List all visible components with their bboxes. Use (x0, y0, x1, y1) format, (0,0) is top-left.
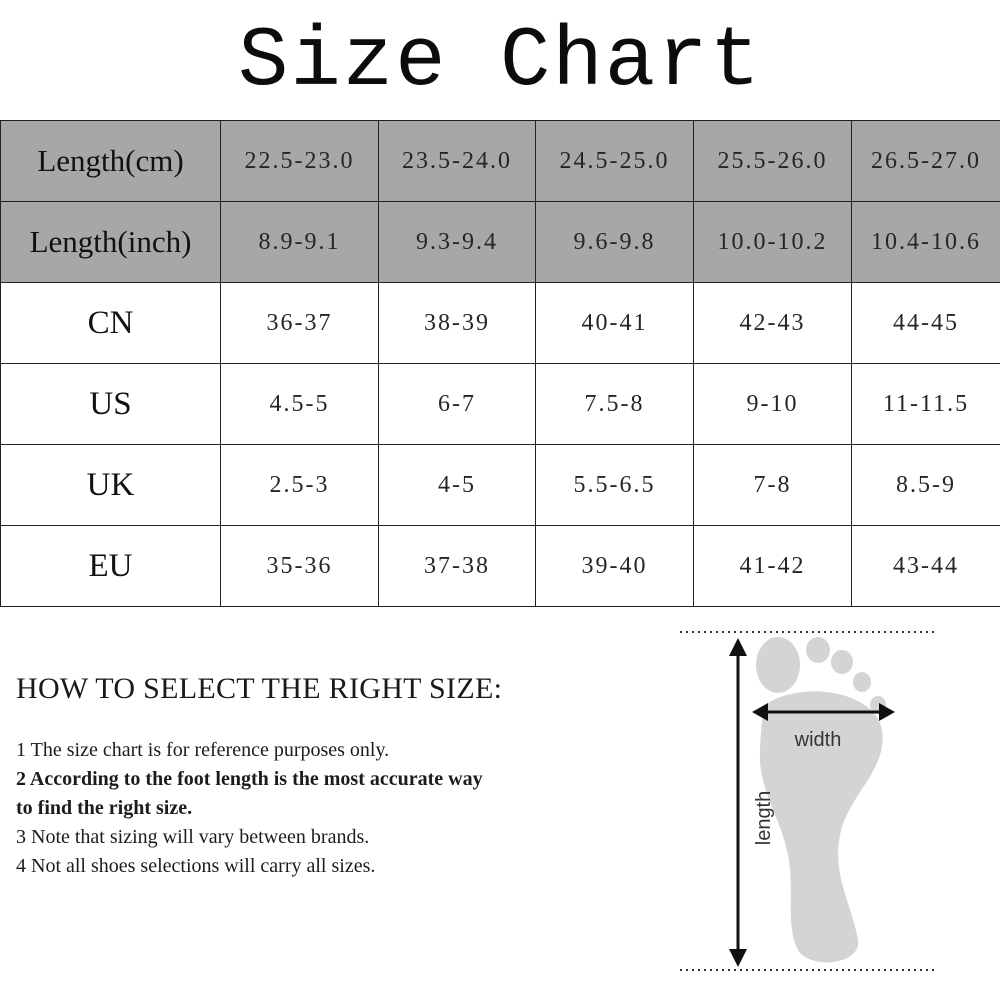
tip-item: 2 According to the foot length is the most accurate way to find the right size. (16, 768, 483, 819)
table-cell: 22.5-23.0 (221, 121, 379, 202)
table-cell: 43-44 (852, 526, 1000, 607)
table-cell: 4-5 (379, 445, 536, 526)
table-cell: 9.3-9.4 (379, 202, 536, 283)
tip-item: 4 Not all shoes selections will carry all sizes. (16, 855, 376, 877)
foot-measurement-diagram (670, 620, 950, 980)
table-row-eu (1, 526, 1000, 607)
table-row-length-cm (1, 121, 1000, 202)
length-label: length (753, 790, 775, 846)
howto-tips-list (16, 736, 536, 881)
table-cell: 41-42 (694, 526, 852, 607)
foot-icon (756, 637, 886, 962)
table-cell: 7.5-8 (536, 364, 694, 445)
table-cell: 5.5-6.5 (536, 445, 694, 526)
table-cell: 4.5-5 (221, 364, 379, 445)
table-cell: 11-11.5 (852, 364, 1000, 445)
row-label: Length(inch) (1, 202, 221, 283)
width-label: width (794, 729, 842, 751)
row-label: EU (1, 526, 221, 607)
table-cell: 44-45 (852, 283, 1000, 364)
table-cell: 40-41 (536, 283, 694, 364)
table-cell: 9-10 (694, 364, 852, 445)
page-title: Size Chart (237, 15, 763, 110)
table-cell: 2.5-3 (221, 445, 379, 526)
table-row-length-inch (1, 202, 1000, 283)
row-label: CN (1, 283, 221, 364)
table-cell: 39-40 (536, 526, 694, 607)
table-cell: 36-37 (221, 283, 379, 364)
size-chart-table (0, 120, 1000, 607)
table-cell: 38-39 (379, 283, 536, 364)
length-arrow (729, 638, 747, 967)
table-cell: 42-43 (694, 283, 852, 364)
table-cell: 23.5-24.0 (379, 121, 536, 202)
tip-item: 1 The size chart is for reference purposes only. (16, 739, 390, 761)
table-cell: 8.9-9.1 (221, 202, 379, 283)
tip-item: 3 Note that sizing will vary between brands. (16, 826, 370, 848)
howto-heading: HOW TO SELECT THE RIGHT SIZE: (16, 672, 503, 705)
table-cell: 8.5-9 (852, 445, 1000, 526)
table-cell: 10.0-10.2 (694, 202, 852, 283)
table-row-us (1, 364, 1000, 445)
table-cell: 37-38 (379, 526, 536, 607)
table-cell: 26.5-27.0 (852, 121, 1000, 202)
table-cell: 25.5-26.0 (694, 121, 852, 202)
table-cell: 7-8 (694, 445, 852, 526)
table-cell: 6-7 (379, 364, 536, 445)
table-cell: 10.4-10.6 (852, 202, 1000, 283)
table-row-cn (1, 283, 1000, 364)
table-cell: 35-36 (221, 526, 379, 607)
table-cell: 24.5-25.0 (536, 121, 694, 202)
row-label: Length(cm) (1, 121, 221, 202)
row-label: US (1, 364, 221, 445)
table-row-uk (1, 445, 1000, 526)
table-cell: 9.6-9.8 (536, 202, 694, 283)
row-label: UK (1, 445, 221, 526)
